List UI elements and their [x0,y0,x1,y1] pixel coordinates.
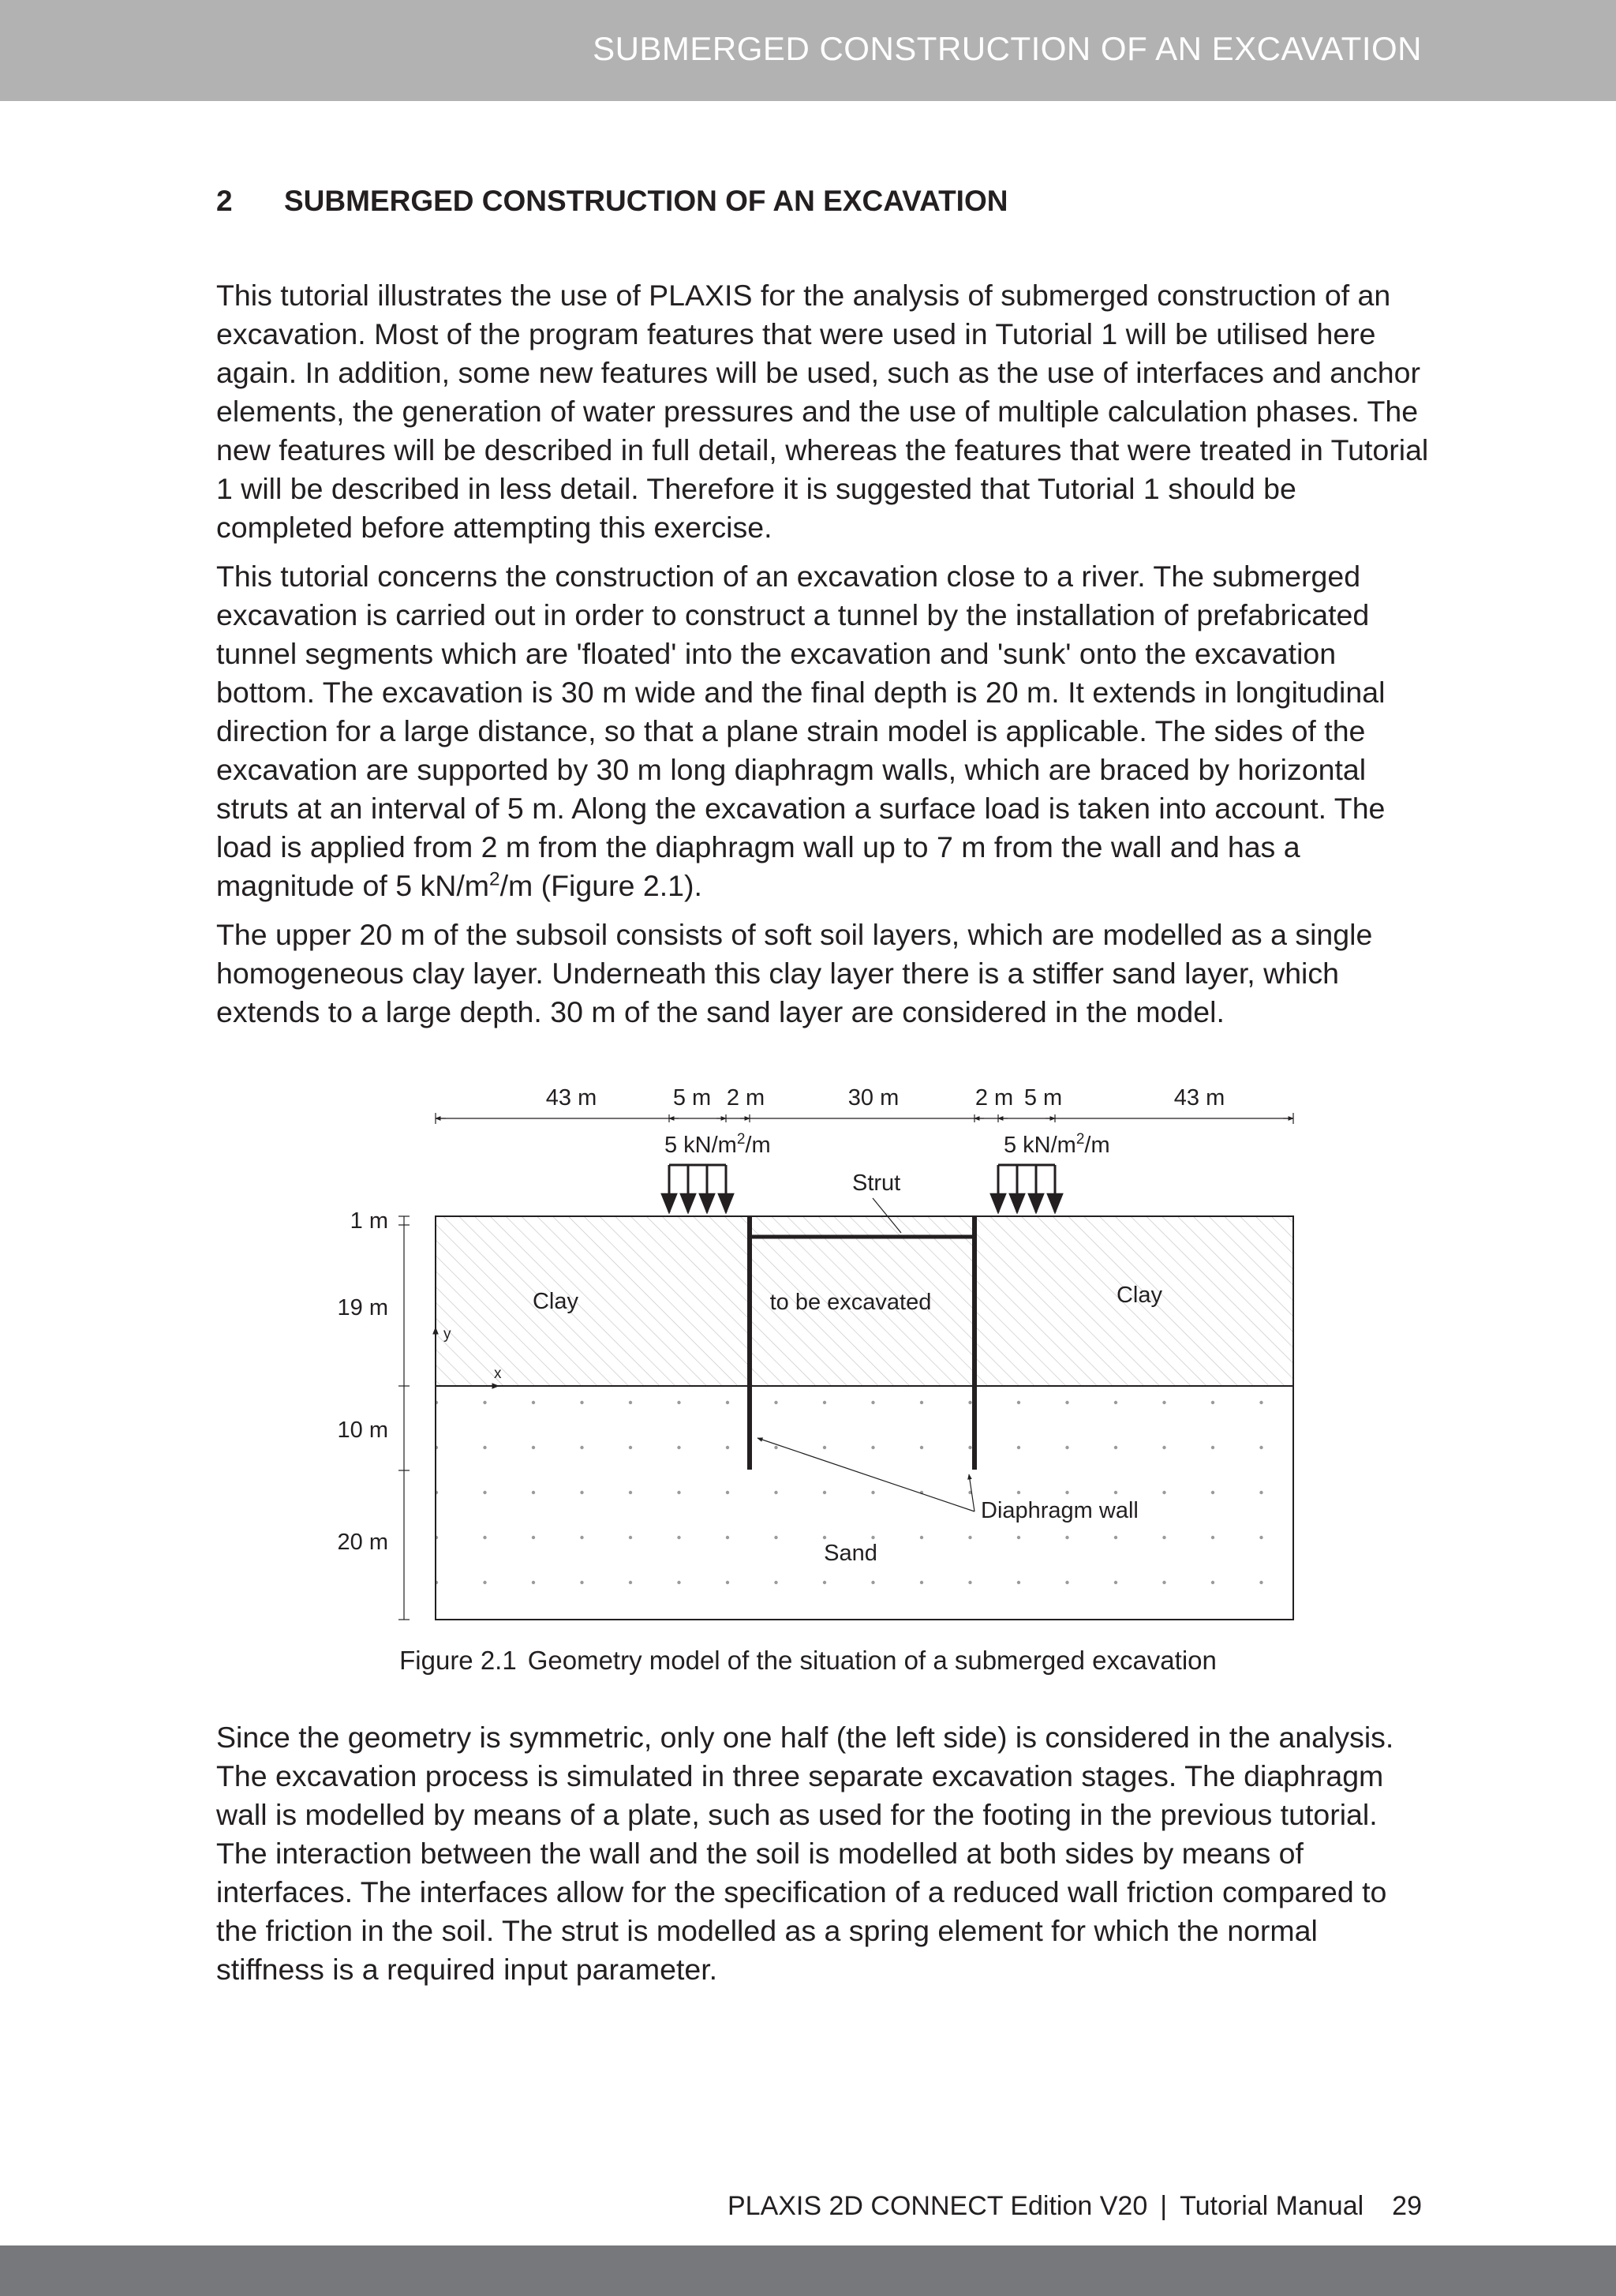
intro-text [216,276,1431,1042]
excavation-label: to be excavated [769,1290,932,1315]
dim-label: 43 m [545,1085,597,1111]
footer-product: PLAXIS 2D CONNECT Edition V20 [727,2191,1148,2221]
caption-text: Geometry model of the situation of a submerged excavation [527,1646,1217,1675]
sand-label: Sand [824,1541,877,1566]
dim-label: 2 m [726,1085,765,1111]
section-heading [216,185,1008,218]
running-title: SUBMERGED CONSTRUCTION OF AN EXCAVATION [593,30,1422,67]
paragraph-text: This tutorial concerns the construction of an excavation close to a river. The submerged excavation is carried out in order to construct a tunnel by the installation of prefabricated tunnel segments which are 'floated' into the excavation and 'sunk' onto the excavation bottom. The excavation is 30 m wide and the final depth is 20 m. It extends in longitudinal direction for a large distance, so that a plane strain model is applicable. The sides of the excavation are supported by 30 m long diaphragm walls, which are braced by horizontal struts at an interval of 5 m. Along the excavation a surface load is taken into account. The load is applied from 2 m from the diaphragm wall up to 7 m from the wall and has a magnitude of 5 kN/m [216,560,1386,902]
caption-label: Figure 2.1 [399,1646,517,1675]
footer-manual: Tutorial Manual [1180,2191,1364,2221]
dim-label: 5 m [672,1085,712,1111]
geometry-diagram [316,1073,1341,1634]
top-dimension-labels [546,1085,1225,1111]
page-footer [728,2191,1422,2222]
clay-label-right: Clay [1116,1283,1163,1308]
paragraph: The upper 20 m of the subsoil consists of soft soil layers, which are modelled as a single homogeneous clay layer. Underneath this clay layer there is a stiffer sand layer, which extends to a large depth. 30 m of the sand layer are considered in the model. [216,918,1373,1028]
analysis-text [216,1718,1431,1999]
paragraph [216,557,1431,905]
dim-label: 1 m [350,1208,388,1234]
geometry-figure [316,1073,1341,1634]
load-label-left: 5 $kN/m^2/m$ [664,1131,771,1158]
paragraph: This tutorial illustrates the use of PLAXIS for the analysis of submerged construction of an excavation. Most of the program features that were used in Tutorial 1 will be utilised here again. In addition, some new features will be used, such as the use of interfaces and anchor elements, the generation of water pressures and the use of multiple calculation phases. The new features will be described in full detail, whereas the features that were treated in Tutorial 1 will be described in less detail. Therefore it is suggested that Tutorial 1 should be completed before attempting this exercise. [216,279,1429,544]
y-axis-label: y [443,1326,451,1343]
paragraph: Since the geometry is symmetric, only one half (the left side) is considered in the analysis. The excavation process is simulated in three separate excavation stages. The diaphragm wall is modelled by means of a plate, such as used for the footing in the previous tutorial. The interaction between the wall and the soil is modelled at both sides by means of interfaces. The interfaces allow for the specification of a reduced wall friction compared to the friction in the soil. The strut is modelled as a spring element for which the normal stiffness is a required input parameter. [216,1721,1394,1986]
section-title: SUBMERGED CONSTRUCTION OF AN EXCAVATION [284,185,1008,217]
footer-band [0,2245,1616,2296]
section-number: 2 [216,185,233,217]
dim-label: 43 m [1173,1085,1225,1111]
dim-label: 10 m [337,1418,388,1443]
strut-label: Strut [852,1170,901,1196]
x-axis-label: x [494,1365,502,1382]
dim-label: 2 m [974,1085,1014,1111]
load-arrows-left [669,1165,726,1212]
paragraph-text: /m (Figure 2.1). [499,869,702,902]
superscript: 2 [489,868,500,890]
left-dimension-labels [338,1208,388,1555]
page-number: 29 [1392,2191,1422,2221]
header-band [0,0,1616,101]
load-arrows-right [998,1165,1055,1212]
sand-layer [436,1386,1293,1620]
figure-caption [0,1646,1616,1676]
dim-label: 19 m [337,1295,388,1320]
clay-label-left: Clay [532,1289,579,1314]
dim-label: 30 m [847,1085,900,1111]
wall-label: Diaphragm wall [981,1498,1139,1523]
load-label-right: 5 $kN/m^2/m$ [1004,1131,1110,1158]
dim-label: 5 m [1023,1085,1063,1111]
footer-separator: | [1160,2191,1168,2221]
dim-label: 20 m [337,1530,388,1555]
